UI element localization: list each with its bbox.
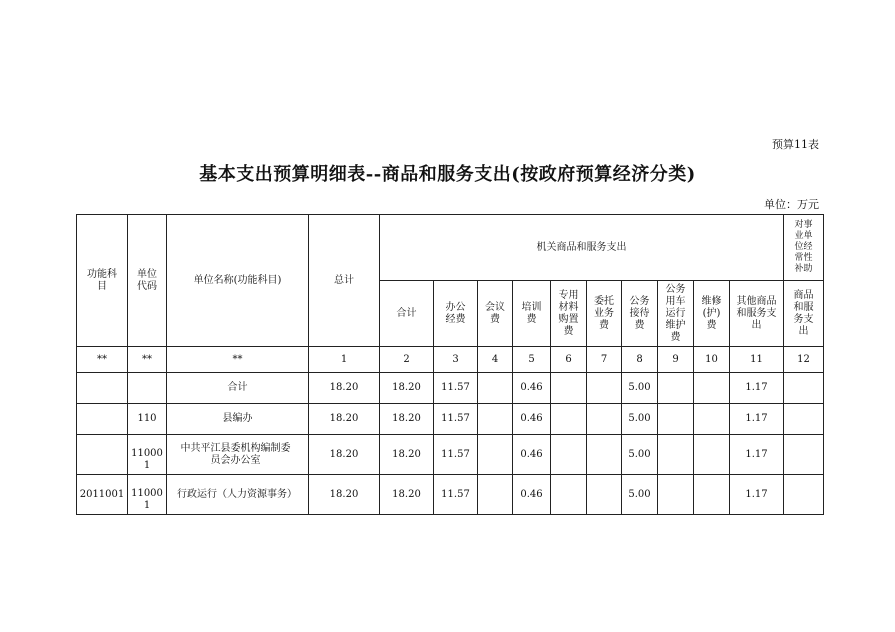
cell-entrusted [587, 435, 622, 475]
cell-entrusted [587, 475, 622, 515]
index-cell: 2 [380, 347, 434, 373]
index-cell: ** [77, 347, 128, 373]
cell-other: 1.17 [730, 404, 784, 435]
index-cell: 5 [513, 347, 551, 373]
header-unit-name: 单位名称(功能科目) [167, 215, 309, 347]
header-office: 办公经费 [434, 281, 478, 347]
cell-func-code [77, 435, 128, 475]
header-subtotal: 合计 [380, 281, 434, 347]
cell-special-material [551, 404, 587, 435]
index-cell: 9 [658, 347, 694, 373]
cell-maintenance [694, 435, 730, 475]
cell-subtotal: 18.20 [380, 435, 434, 475]
cell-grant [784, 435, 824, 475]
cell-unit-code: 110001 [128, 475, 167, 515]
cell-special-material [551, 373, 587, 404]
cell-func-code [77, 404, 128, 435]
index-cell: 11 [730, 347, 784, 373]
cell-maintenance [694, 373, 730, 404]
cell-vehicle [658, 404, 694, 435]
cell-reception: 5.00 [622, 435, 658, 475]
cell-unit-code [128, 373, 167, 404]
header-grant-goods: 商品和服务支出 [784, 281, 824, 347]
header-total: 总计 [309, 215, 380, 347]
cell-maintenance [694, 404, 730, 435]
cell-office: 11.57 [434, 373, 478, 404]
cell-total: 18.20 [309, 373, 380, 404]
cell-meeting [478, 475, 513, 515]
cell-func-code: 2011001 [77, 475, 128, 515]
header-meeting: 会议费 [478, 281, 513, 347]
cell-training: 0.46 [513, 373, 551, 404]
cell-other: 1.17 [730, 435, 784, 475]
index-cell: 8 [622, 347, 658, 373]
form-number: 预算11表 [772, 138, 819, 151]
cell-unit-code: 110001 [128, 435, 167, 475]
index-cell: 1 [309, 347, 380, 373]
cell-vehicle [658, 435, 694, 475]
header-other: 其他商品和服务支出 [730, 281, 784, 347]
table-row [77, 373, 824, 404]
header-office-group: 机关商品和服务支出 [380, 215, 784, 281]
cell-other: 1.17 [730, 475, 784, 515]
header-vehicle: 公务用车运行维护费 [658, 281, 694, 347]
index-cell: 12 [784, 347, 824, 373]
header-maintenance: 维修(护)费 [694, 281, 730, 347]
cell-total: 18.20 [309, 404, 380, 435]
cell-vehicle [658, 475, 694, 515]
cell-total: 18.20 [309, 475, 380, 515]
cell-other: 1.17 [730, 373, 784, 404]
cell-vehicle [658, 373, 694, 404]
cell-unit-name: 中共平江县委机构编制委员会办公室 [167, 435, 309, 475]
cell-unit-code: 110 [128, 404, 167, 435]
cell-special-material [551, 435, 587, 475]
index-cell: ** [167, 347, 309, 373]
header-entrusted: 委托业务费 [587, 281, 622, 347]
cell-office: 11.57 [434, 404, 478, 435]
unit-label: 单位：万元 [764, 198, 819, 211]
cell-grant [784, 373, 824, 404]
table-row [77, 475, 824, 515]
cell-entrusted [587, 404, 622, 435]
header-grant-group: 对事业单位经常性补助 [784, 215, 824, 281]
cell-subtotal: 18.20 [380, 404, 434, 435]
cell-unit-name: 合计 [167, 373, 309, 404]
cell-grant [784, 404, 824, 435]
table-row [77, 404, 824, 435]
cell-training: 0.46 [513, 475, 551, 515]
header-func-subject: 功能科目 [77, 215, 128, 347]
cell-grant [784, 475, 824, 515]
header-row-top [77, 215, 824, 281]
cell-subtotal: 18.20 [380, 475, 434, 515]
cell-reception: 5.00 [622, 373, 658, 404]
header-reception: 公务接待费 [622, 281, 658, 347]
index-cell: ** [128, 347, 167, 373]
cell-unit-name: 行政运行（人力资源事务） [167, 475, 309, 515]
index-cell: 4 [478, 347, 513, 373]
table-row [77, 435, 824, 475]
header-training: 培训费 [513, 281, 551, 347]
cell-office: 11.57 [434, 475, 478, 515]
cell-maintenance [694, 475, 730, 515]
page-title: 基本支出预算明细表--商品和服务支出(按政府预算经济分类) [199, 164, 696, 185]
budget-table [76, 214, 824, 515]
index-cell: 7 [587, 347, 622, 373]
cell-training: 0.46 [513, 435, 551, 475]
cell-office: 11.57 [434, 435, 478, 475]
cell-func-code [77, 373, 128, 404]
index-cell: 10 [694, 347, 730, 373]
header-unit-code: 单位代码 [128, 215, 167, 347]
cell-meeting [478, 435, 513, 475]
cell-training: 0.46 [513, 404, 551, 435]
cell-special-material [551, 475, 587, 515]
cell-subtotal: 18.20 [380, 373, 434, 404]
cell-meeting [478, 373, 513, 404]
cell-reception: 5.00 [622, 475, 658, 515]
cell-unit-name: 县编办 [167, 404, 309, 435]
cell-total: 18.20 [309, 435, 380, 475]
header-special-material: 专用材料购置费 [551, 281, 587, 347]
cell-entrusted [587, 373, 622, 404]
index-row [77, 347, 824, 373]
index-cell: 3 [434, 347, 478, 373]
cell-reception: 5.00 [622, 404, 658, 435]
cell-meeting [478, 404, 513, 435]
index-cell: 6 [551, 347, 587, 373]
